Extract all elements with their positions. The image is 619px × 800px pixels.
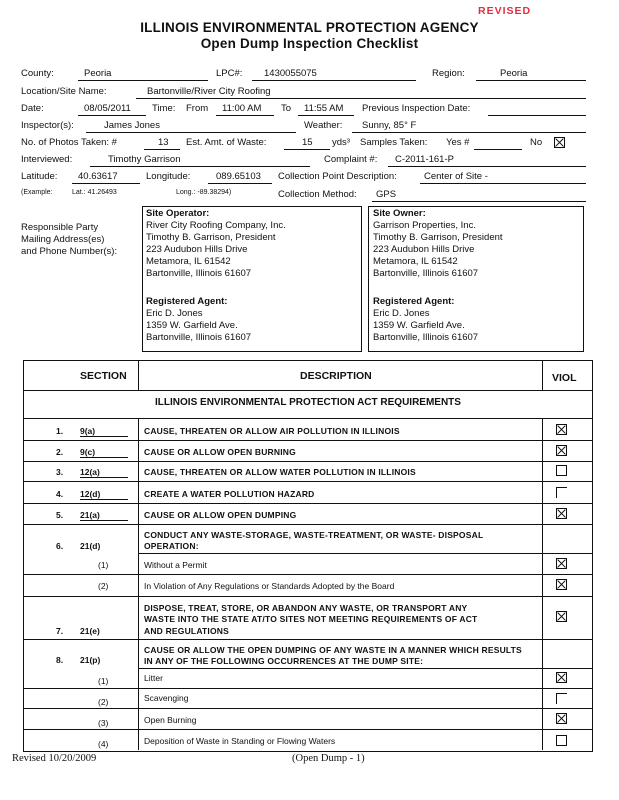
operator-line: Timothy B. Garrison, President xyxy=(146,232,276,243)
row-number: 1. xyxy=(56,426,64,436)
sub-item-description: Litter xyxy=(144,673,163,683)
complaint-label: Complaint #: xyxy=(324,154,378,165)
owner-line: Bartonville, Illinois 61607 xyxy=(373,268,479,279)
inspector-label: Inspector(s): xyxy=(21,120,74,131)
latitude-value: 40.63617 xyxy=(78,171,118,182)
page-title: ILLINOIS ENVIRONMENTAL PROTECTION AGENCY xyxy=(140,20,479,35)
waste-amount-unit: yds³ xyxy=(332,137,350,148)
viol-checkbox-row-5[interactable] xyxy=(556,508,567,519)
row-number: 4. xyxy=(56,489,64,499)
collection-method-label: Collection Method: xyxy=(278,189,357,200)
collection-point-value: Center of Site - xyxy=(424,171,488,182)
sub-item-description: Open Burning xyxy=(144,715,197,725)
site-operator-heading: Site Operator: xyxy=(146,208,210,219)
location-label: Location/Site Name: xyxy=(21,86,107,97)
revised-date: Revised 10/20/2009 xyxy=(12,753,97,764)
photos-value: 13 xyxy=(158,137,169,148)
description-column-header: DESCRIPTION xyxy=(300,370,372,382)
sub-item-number: (4) xyxy=(98,739,109,749)
weather-value: Sunny, 85° F xyxy=(362,120,417,131)
row-section: 21(a) xyxy=(80,510,128,521)
viol-checkbox-row-6-1[interactable] xyxy=(556,558,567,569)
sub-item-description: Without a Permit xyxy=(144,560,207,570)
to-value: 11:55 AM xyxy=(304,103,344,114)
waste-amount-label: Est. Amt. of Waste: xyxy=(186,137,267,148)
row-section: 21(e) xyxy=(80,626,100,636)
waste-amount-value: 15 xyxy=(302,137,313,148)
viol-checkbox-row-4[interactable] xyxy=(556,487,567,498)
owner-agent-heading: Registered Agent: xyxy=(373,296,455,307)
row-number: 7. xyxy=(56,626,64,636)
viol-checkbox-row-8-1[interactable] xyxy=(556,672,567,683)
row-number: 6. xyxy=(56,541,64,551)
page-number: (Open Dump - 1) xyxy=(292,753,365,764)
row-description: CAUSE, THREATEN OR ALLOW AIR POLLUTION IN ILLINOIS xyxy=(144,426,400,436)
example-label: (Example: xyxy=(21,189,53,196)
owner-agent-line: Bartonville, Illinois 61607 xyxy=(373,332,479,343)
row-section: 12(d) xyxy=(80,489,128,500)
operator-line: River City Roofing Company, Inc. xyxy=(146,220,286,231)
interviewed-label: Interviewed: xyxy=(21,154,73,165)
example-latitude: Lat.: 41.26493 xyxy=(72,189,117,196)
operator-agent-line: 1359 W. Garfield Ave. xyxy=(146,320,238,331)
sub-item-description: Deposition of Waste in Standing or Flowing Waters xyxy=(144,736,336,746)
row-description: CAUSE, THREATEN OR ALLOW WATER POLLUTION IN ILLINOIS xyxy=(144,467,416,477)
mailing-address-label: Mailing Address(es) xyxy=(21,234,105,245)
lpc-label: LPC#: xyxy=(216,68,243,79)
sub-item-number: (1) xyxy=(98,676,109,686)
viol-checkbox-row-3[interactable] xyxy=(556,465,567,476)
sub-item-number: (1) xyxy=(98,560,109,570)
owner-line: 223 Audubon Hills Drive xyxy=(373,244,475,255)
viol-checkbox-row-8-3[interactable] xyxy=(556,713,567,724)
operator-agent-heading: Registered Agent: xyxy=(146,296,228,307)
row-description: CREATE A WATER POLLUTION HAZARD xyxy=(144,489,315,499)
row-number: 5. xyxy=(56,510,64,520)
sub-item-number: (2) xyxy=(98,581,109,591)
complaint-value: C-2011-161-P xyxy=(395,154,454,165)
previous-inspection-label: Previous Inspection Date: xyxy=(362,103,471,114)
samples-yes-label: Yes # xyxy=(446,137,470,148)
lpc-value: 1430055075 xyxy=(264,68,317,79)
latitude-label: Latitude: xyxy=(21,171,58,182)
example-longitude: Long.: -89.38294) xyxy=(176,189,232,196)
viol-column-header: VIOL xyxy=(552,372,577,384)
viol-checkbox-row-1[interactable] xyxy=(556,424,567,435)
viol-checkbox-row-6-2[interactable] xyxy=(556,579,567,590)
row-description: OPERATION: xyxy=(144,541,199,551)
row-description: CONDUCT ANY WASTE-STORAGE, WASTE-TREATMENT, OR WASTE- DISPOSAL xyxy=(144,530,484,540)
sub-item-number: (2) xyxy=(98,697,109,707)
operator-line: Metamora, IL 61542 xyxy=(146,256,231,267)
phone-numbers-label: and Phone Number(s): xyxy=(21,246,118,257)
inspector-value: James Jones xyxy=(104,120,160,131)
longitude-value: 089.65103 xyxy=(216,171,261,182)
weather-label: Weather: xyxy=(304,120,343,131)
region-value: Peoria xyxy=(500,68,528,79)
operator-line: 223 Audubon Hills Drive xyxy=(146,244,248,255)
date-label: Date: xyxy=(21,103,44,114)
interviewed-value: Timothy Garrison xyxy=(108,154,181,165)
row-description: IN ANY OF THE FOLLOWING OCCURRENCES AT THE DUMP SITE: xyxy=(144,656,424,666)
to-label: To xyxy=(281,103,292,114)
row-section: 21(p) xyxy=(80,655,101,665)
row-description: WASTE INTO THE STATE AT/TO SITES NOT MEETING REQUIREMENTS OF ACT xyxy=(144,614,478,624)
row-section: 12(a) xyxy=(80,467,128,478)
sub-item-description: In Violation of Any Regulations or Standards Adopted by the Board xyxy=(144,581,395,591)
longitude-label: Longitude: xyxy=(146,171,191,182)
owner-line: Timothy B. Garrison, President xyxy=(373,232,503,243)
region-label: Region: xyxy=(432,68,465,79)
section-column-header: SECTION xyxy=(80,370,127,382)
row-number: 3. xyxy=(56,467,64,477)
row-number: 2. xyxy=(56,447,64,457)
photos-label: No. of Photos Taken: # xyxy=(21,137,117,148)
sub-item-description: Scavenging xyxy=(144,693,189,703)
row-description: CAUSE OR ALLOW OPEN DUMPING xyxy=(144,510,297,520)
operator-agent-line: Eric D. Jones xyxy=(146,308,203,319)
collection-point-label: Collection Point Description: xyxy=(278,171,397,182)
samples-no-label: No xyxy=(530,137,543,148)
samples-label: Samples Taken: xyxy=(360,137,428,148)
collection-method-value: GPS xyxy=(376,189,397,200)
row-description: DISPOSE, TREAT, STORE, OR ABANDON ANY WASTE, OR TRANSPORT ANY xyxy=(144,603,468,613)
row-number: 8. xyxy=(56,655,64,665)
page-subtitle: Open Dump Inspection Checklist xyxy=(200,36,419,51)
viol-checkbox-row-2[interactable] xyxy=(556,445,567,456)
act-requirements-heading: ILLINOIS ENVIRONMENTAL PROTECTION ACT REQUIREMENTS xyxy=(155,397,461,408)
row-description: AND REGULATIONS xyxy=(144,626,230,636)
time-label: Time: xyxy=(152,103,176,114)
from-label: From xyxy=(186,103,209,114)
county-label: County: xyxy=(21,68,54,79)
location-value: Bartonville/River City Roofing xyxy=(147,86,271,97)
row-section: 9(c) xyxy=(80,447,128,458)
owner-agent-line: 1359 W. Garfield Ave. xyxy=(373,320,465,331)
row-description: CAUSE OR ALLOW OPEN BURNING xyxy=(144,447,296,457)
operator-line: Bartonville, Illinois 61607 xyxy=(146,268,252,279)
viol-checkbox-row-7[interactable] xyxy=(556,611,567,622)
sub-item-number: (3) xyxy=(98,718,109,728)
owner-agent-line: Eric D. Jones xyxy=(373,308,430,319)
row-section: 9(a) xyxy=(80,426,128,437)
from-value: 11:00 AM xyxy=(222,103,262,114)
row-description: CAUSE OR ALLOW THE OPEN DUMPING OF ANY WASTE IN A MANNER WHICH RESULTS xyxy=(144,645,522,655)
revised-stamp: REVISED xyxy=(478,5,532,17)
owner-line: Metamora, IL 61542 xyxy=(373,256,458,267)
operator-agent-line: Bartonville, Illinois 61607 xyxy=(146,332,252,343)
viol-checkbox-row-8-2[interactable] xyxy=(556,693,567,704)
county-value: Peoria xyxy=(84,68,112,79)
date-value: 08/05/2011 xyxy=(84,103,131,114)
row-section: 21(d) xyxy=(80,541,101,551)
owner-line: Garrison Properties, Inc. xyxy=(373,220,476,231)
site-owner-heading: Site Owner: xyxy=(373,208,426,219)
samples-no-checkbox[interactable] xyxy=(554,137,565,148)
viol-checkbox-row-8-4[interactable] xyxy=(556,735,567,746)
responsible-party-label: Responsible Party xyxy=(21,222,99,233)
